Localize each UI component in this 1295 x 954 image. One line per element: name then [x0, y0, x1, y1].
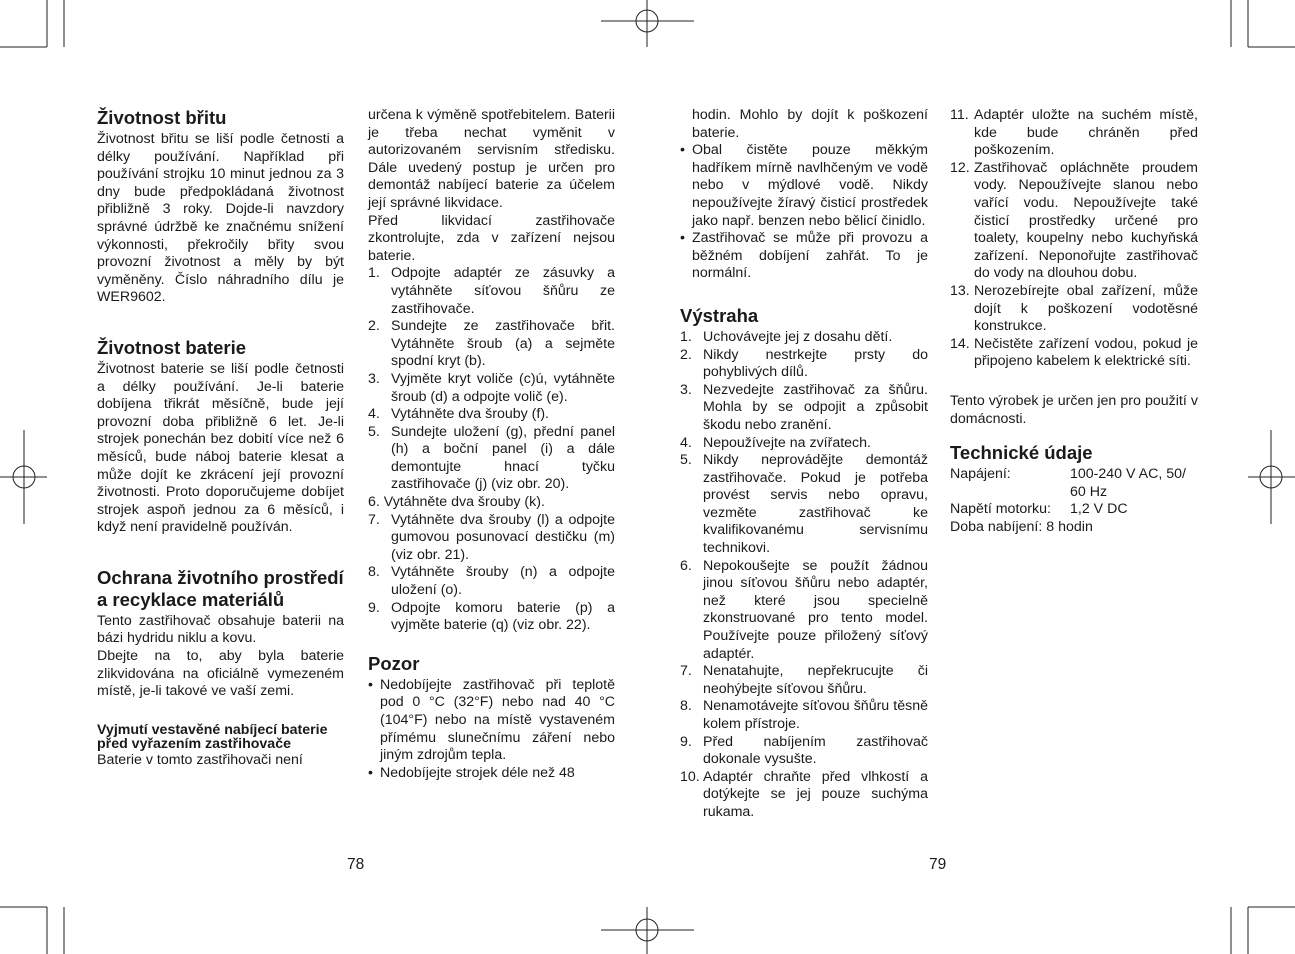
household-use-note: Tento výrobek je určen jen pro použití v domácnosti.: [950, 392, 1198, 427]
list-item: 9. Před nabíjením zastřihovač dokonale vysušte.: [680, 733, 928, 768]
list-item: 7. Vytáhněte dva šrouby (l) a odpojte gumovou posunovací destičku (m) (viz obr. 21).: [368, 511, 615, 563]
removal-steps-2: [368, 512, 615, 635]
paragraph-nimh: Tento zastřihovač obsahuje baterii na bázi hydridu niklu a kovu.: [97, 612, 344, 647]
heading-specifications: Technické údaje: [950, 442, 1093, 464]
list-item: 11. Adaptér uložte na suchém místě, kde bude chráněn před poškozením.: [950, 107, 1198, 159]
list-item: • Obal čistěte pouze měkkým hadříkem mírně navlhčeným ve vodě nebo v mýdlové vodě. Nikdy nepoužívejte žíravý čisticí prostředek jako např. benzen nebo bělicí činidlo.: [680, 142, 928, 229]
list-item: 7. Nenatahujte, nepřekrucujte či neohýbejte síťovou šňůru.: [680, 663, 928, 697]
list-item: 8. Vytáhněte šrouby (n) a odpojte uložení (o).: [368, 564, 615, 599]
removal-steps: [368, 265, 615, 494]
list-item: 2. Sundejte ze zastřihovače břit. Vytáhněte šroub (a) a sejměte spodní kryt (b).: [368, 318, 615, 370]
list-item: 5. Sundejte uložení (g), přední panel (h) a boční panel (i) a dále demontujte hnací tyčku zastřihovače (j) (viz obr. 20).: [368, 423, 615, 493]
list-item: • Zastřihovač se může při provozu a běžném dobíjení zahřát. To je normální.: [680, 230, 928, 282]
paragraph-battery-life: Životnost baterie se liší podle četnosti a délky používání. Je-li baterie dobíjena třikrát měsíčně, bude její provozní doba přibližně 6 let. Je-li strojek ponechán bez dobití více než 6 měsíců, bude náboj baterie klesat a může dojít ke zkrácení její provozní životnosti. Proto doporučujeme dobíjet strojek aspoň jednou za 6 měsíců, i když není pravidelně používán.: [97, 360, 344, 536]
list-item: • Nedobíjejte strojek déle než 48: [368, 764, 575, 781]
spec-row: Napětí motorku: 1,2 V DC: [950, 501, 1128, 518]
list-item: 14. Nečistěte zařízení vodou, pokud je připojeno kabelem k elektrické síti.: [950, 335, 1198, 370]
page-number-right: 79: [929, 856, 947, 873]
heading-warning: Výstraha: [680, 304, 759, 326]
list-item: 3. Nezvedejte zastřihovač za šňůru. Mohla by se odpojit a způsobit škodu nebo zranění.: [680, 381, 928, 433]
list-item: 1. Odpojte adaptér ze zásuvky a vytáhněte síťovou šňůru ze zastřihovače.: [368, 265, 615, 317]
list-item: 8. Nenamotávejte síťovou šňůru těsně kolem přístroje.: [680, 698, 928, 732]
caution-list: [368, 677, 615, 783]
paragraph-before-disposal: Před likvidací zastřihovače zkontrolujte, zda v zařízení nejsou baterie.: [368, 212, 615, 264]
column-3: [680, 107, 928, 822]
paragraph-blade-life: Životnost břitu se liší podle četnosti a délky používání. Například při používání strojku 10 minut jednou za 3 dny bude předpokládaná životnost přibližně 3 roky. Dojde-li navzdory správné údržbě ke značnému snížení výkonnosti, překročily břity svou provozní životnost a měly by být vyměněny. Číslo náhradního dílu je WER9602.: [97, 131, 344, 306]
heading-battery-removal: Vyjmutí vestavěné nabíjecí baterie před vyřazením zastřihovače: [97, 721, 328, 753]
paragraph-battery-removal-cont: určena k výměně spotřebitelem. Baterii je třeba nechat vyměnit v autorizovaném servisním středisku. Dále uvedený postup je určen pro demontáž nabíjecí baterie za účelem její správné likvidace.: [368, 107, 615, 211]
paragraph-disposal: Dbejte na to, aby byla baterie zlikvidována na oficiálně vymezeném místě, je-li takové ve vaší zemi.: [97, 648, 344, 700]
paragraph-battery-removal-start: Baterie v tomto zastřihovači není: [97, 751, 303, 768]
list-item: 10. Adaptér chraňte před vlhkostí a dotýkejte se jej pouze suchýma rukama.: [680, 768, 928, 820]
step-6: 6. Vytáhněte dva šrouby (k).: [368, 494, 545, 511]
heading-blade-life: Životnost břitu: [97, 107, 227, 128]
list-item: 2. Nikdy nestrkejte prsty do pohyblivých dílů.: [680, 346, 928, 381]
warning-list-cont: [950, 107, 1198, 371]
bullet-continuation: hodin. Mohlo by dojít k poškození baterie.: [692, 107, 928, 141]
heading-environment: Ochrana životního prostředí a recyklace materiálů: [97, 566, 344, 610]
list-item: 6. Nepokoušejte se použít žádnou jinou síťovou šňůru nebo adaptér, než které jsou specielně zkonstruované pro tento model. Používejte pouze přiložený síťový adaptér.: [680, 557, 928, 662]
page-number-left: 78: [347, 856, 365, 873]
caution-list-cont: [680, 142, 928, 283]
spec-row: Napájení: 100-240 V AC, 50/ 60 Hz: [950, 466, 1186, 500]
list-item: 9. Odpojte komoru baterie (p) a vyjměte baterie (q) (viz obr. 22).: [368, 599, 615, 634]
heading-caution: Pozor: [368, 652, 420, 674]
list-item: 12. Zastřihovač opláchněte proudem vody. Nepoužívejte slanou nebo vařící vodu. Nepoužívejte také čisticí prostředky určené pro toalety, koupelny nebo kuchyňská zařízení. Neponořujte zastřihovač do vody na dlouhou dobu.: [950, 159, 1198, 282]
spec-row: Doba nabíjení: 8 hodin: [950, 518, 1093, 535]
list-item: 4. Vytáhněte dva šrouby (f).: [368, 406, 549, 423]
column-4: [950, 107, 1198, 536]
column-1: [97, 107, 344, 769]
heading-battery-life: Životnost baterie: [97, 336, 247, 358]
list-item: 13. Nerozebírejte obal zařízení, může dojít k poškození vodotěsné konstrukce.: [950, 282, 1198, 335]
list-item: 3. Vyjměte kryt voliče (c)ú, vytáhněte šroub (d) a odpojte volič (e).: [368, 370, 615, 405]
list-item: 1. Uchovávejte jej z dosahu dětí.: [680, 328, 893, 345]
list-item: 5. Nikdy neprovádějte demontáž zastřihovače. Pokud je potřeba provést servis nebo opravu, vezměte zastřihovač ke kvalifikovanému servisnímu technikovi.: [680, 452, 928, 557]
warning-list: [680, 329, 928, 822]
list-item: 4. Nepoužívejte na zvířatech.: [680, 434, 871, 451]
column-2: [368, 107, 615, 782]
list-item: • Nedobíjejte zastřihovač při teplotě pod 0 °C (32°F) nebo nad 40 °C (104°F) nebo na místě vystaveném přímému slunečnímu záření nebo jiným zdrojům tepla.: [368, 676, 615, 764]
